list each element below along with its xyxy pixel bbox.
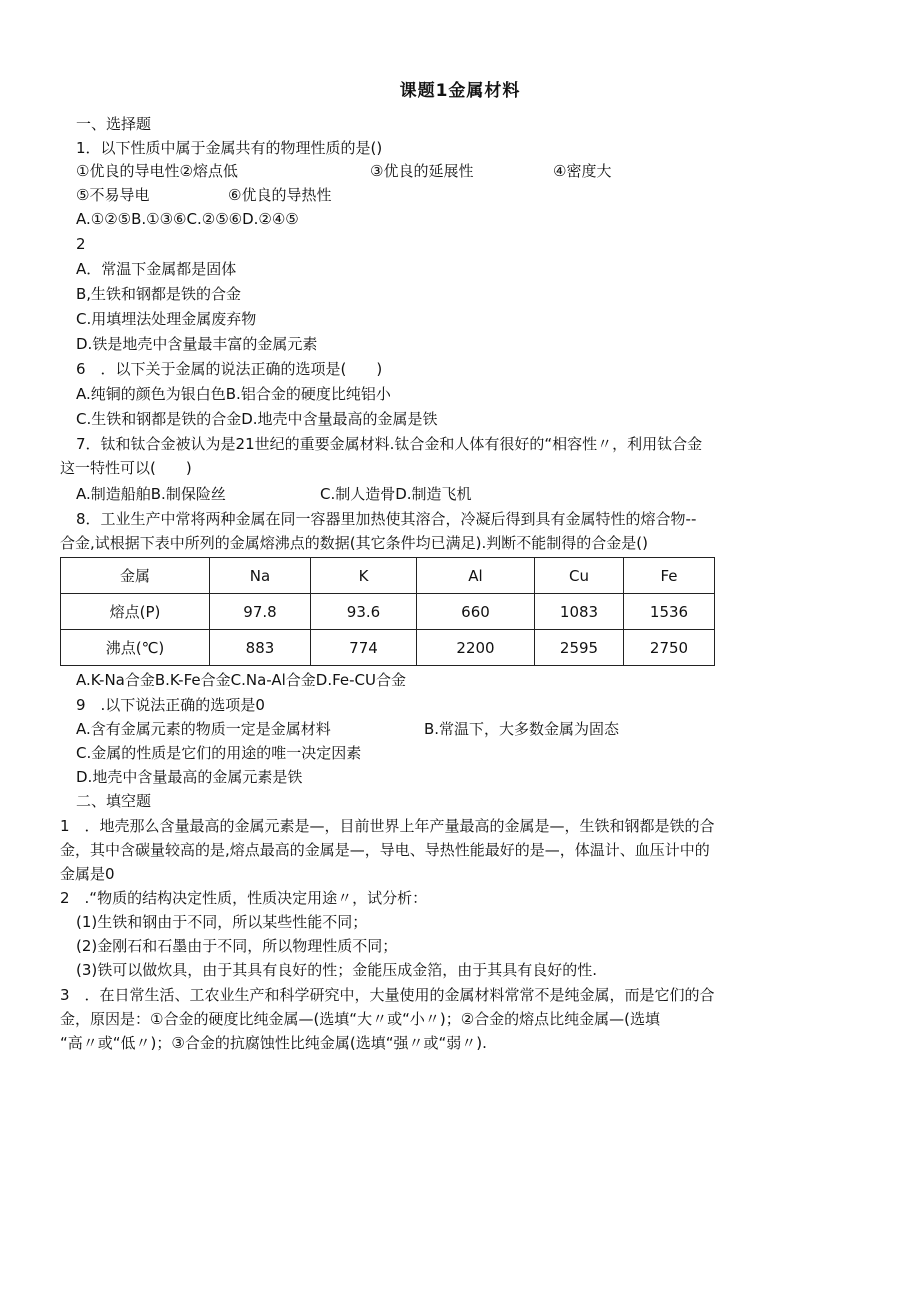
f3-line3: “高〃或“低〃)；③合金的抗腐蚀性比纯金属(选填“强〃或“弱〃). bbox=[60, 1034, 487, 1052]
section-heading-choice: 一、选择题 bbox=[76, 115, 152, 133]
q1-options-row1 bbox=[76, 161, 612, 181]
table-cell: 93.6 bbox=[311, 594, 417, 630]
q9-stem: 9 .以下说法正确的选项是0 bbox=[76, 696, 265, 714]
q2-option-a: A．常温下金属都是固体 bbox=[76, 260, 237, 278]
f2-part3: (3)铁可以做炊具，由于其具有良好的性；金能压成金箔，由于其具有良好的性. bbox=[76, 961, 598, 979]
table-cell: 2200 bbox=[417, 630, 535, 666]
q8-stem-line1: 8．工业生产中常将两种金属在同一容器里加热使其溶合，冷凝后得到具有金属特性的熔合物-- bbox=[76, 510, 697, 528]
q1-option-5: ⑤不易导电 bbox=[76, 186, 150, 204]
f1-line1: 1 ．地壳那么含量最高的金属元素是—，目前世界上年产量最高的金属是—，生铁和钢都是铁的合 bbox=[60, 817, 715, 835]
q9-option-d: D.地壳中含量最高的金属元素是铁 bbox=[76, 768, 303, 786]
q1-stem: 1．以下性质中属于金属共有的物理性质的是() bbox=[76, 139, 383, 157]
section-heading-fill: 二、填空题 bbox=[76, 792, 152, 810]
q1-option-3: ③优良的延展性 bbox=[370, 162, 474, 180]
table-cell: 沸点(℃) bbox=[61, 630, 210, 666]
q1-option-4: ④密度大 bbox=[553, 162, 612, 180]
q9-options-ab bbox=[76, 719, 620, 739]
table-header-cell: Na bbox=[210, 558, 311, 594]
f2-stem: 2 .“物质的结构决定性质，性质决定用途〃，试分析： bbox=[60, 889, 428, 907]
page-title: 课题1金属材料 bbox=[399, 81, 521, 101]
q7-options bbox=[76, 484, 472, 504]
q6-options-cd: C.生铁和钢都是铁的合金D.地壳中含量最高的金属是铁 bbox=[76, 410, 438, 428]
q7-stem-line1: 7．钛和钛合金被认为是21世纪的重要金属材料.钛合金和人体有很好的“相容性〃，利用钛合金 bbox=[76, 435, 703, 453]
f2-part1: (1)生铁和钢由于不同，所以某些性能不同； bbox=[76, 913, 368, 931]
table-cell: 2595 bbox=[535, 630, 624, 666]
f3-line2: 金，原因是：①合金的硬度比纯金属—(选填“大〃或“小〃)；②合金的熔点比纯金属—(选填 bbox=[60, 1010, 660, 1028]
q6-stem: 6 ．以下关于金属的说法正确的选项是( ) bbox=[76, 360, 383, 378]
melting-boiling-table bbox=[60, 557, 715, 666]
table-cell: 1536 bbox=[624, 594, 715, 630]
q9-option-a: A.含有金属元素的物质一定是金属材料 bbox=[76, 720, 331, 738]
f2-part2: (2)金刚石和石墨由于不同，所以物理性质不同； bbox=[76, 937, 398, 955]
f1-line2: 金，其中含碳量较高的是,熔点最高的金属是—，导电、导热性能最好的是—，体温计、血压计中的 bbox=[60, 841, 710, 859]
q7-options-ab: A.制造船舶B.制保险丝 bbox=[76, 485, 226, 503]
q2-option-d: D.铁是地壳中含量最丰富的金属元素 bbox=[76, 335, 318, 353]
table-header-cell: K bbox=[311, 558, 417, 594]
table-header-cell: Fe bbox=[624, 558, 715, 594]
table-cell: 774 bbox=[311, 630, 417, 666]
table-cell: 2750 bbox=[624, 630, 715, 666]
f1-line3: 金属是0 bbox=[60, 865, 115, 883]
f3-line1: 3 ．在日常生活、工农业生产和科学研究中，大量使用的金属材料常常不是纯金属，而是它们的合 bbox=[60, 986, 715, 1004]
q2-number: 2 bbox=[76, 235, 86, 253]
q1-choices: A.①②⑤B.①③⑥C.②⑤⑥D.②④⑤ bbox=[76, 210, 299, 228]
table-header-cell: Cu bbox=[535, 558, 624, 594]
table-cell: 660 bbox=[417, 594, 535, 630]
q7-stem-line2: 这一特性可以( ) bbox=[60, 459, 192, 477]
q7-options-cd: C.制人造骨D.制造飞机 bbox=[320, 485, 472, 503]
q9-option-c: C.金属的性质是它们的用途的唯一决定因素 bbox=[76, 744, 362, 762]
table-header-row bbox=[61, 558, 715, 594]
table-cell: 97.8 bbox=[210, 594, 311, 630]
q8-stem-line2: 合金,试根据下表中所列的金属熔沸点的数据(其它条件均已满足).判断不能制得的合金是() bbox=[60, 534, 648, 552]
table-cell: 熔点(P) bbox=[61, 594, 210, 630]
table-cell: 1083 bbox=[535, 594, 624, 630]
q1-options-row2 bbox=[76, 185, 332, 205]
q2-option-c: C.用填埋法处理金属废弃物 bbox=[76, 310, 257, 328]
q1-option-1-2: ①优良的导电性②熔点低 bbox=[76, 162, 238, 180]
q2-option-b: B,生铁和钢都是铁的合金 bbox=[76, 285, 242, 303]
table-cell: 883 bbox=[210, 630, 311, 666]
table-header-cell: Al bbox=[417, 558, 535, 594]
q8-choices: A.K-Na合金B.K-Fe合金C.Na-Al合金D.Fe-CU合金 bbox=[76, 671, 407, 689]
table-header-cell: 金属 bbox=[61, 558, 210, 594]
q1-option-6: ⑥优良的导热性 bbox=[228, 186, 332, 204]
table-row bbox=[61, 594, 715, 630]
table-row bbox=[61, 630, 715, 666]
q6-options-ab: A.纯铜的颜色为银白色B.铝合金的硬度比纯铝小 bbox=[76, 385, 391, 403]
q9-option-b: B.常温下，大多数金属为固态 bbox=[424, 720, 620, 738]
